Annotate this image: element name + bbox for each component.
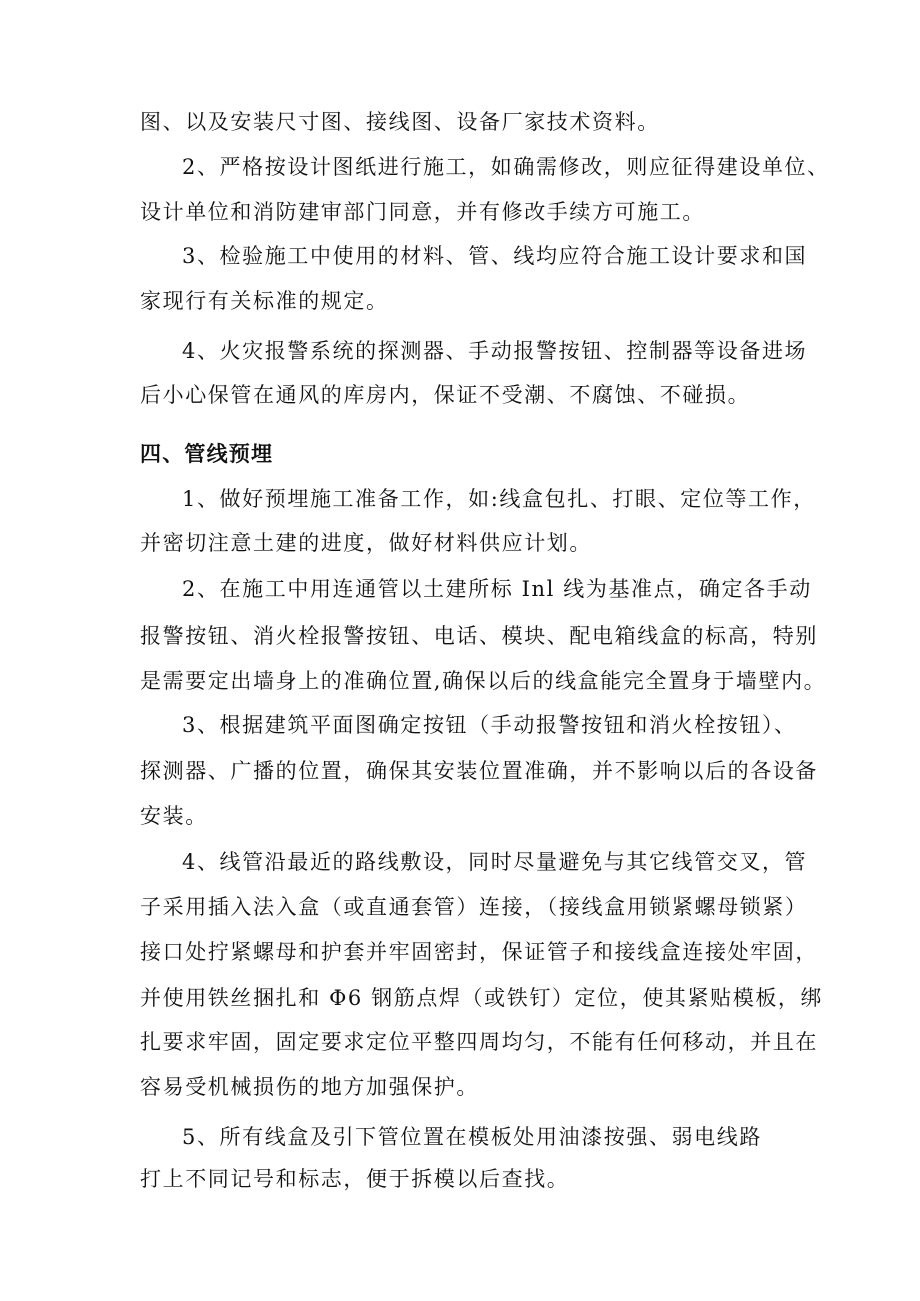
text-line: 家现行有关标准的规定。 [140, 289, 389, 313]
text-line: 5、所有线盒及引下管位置在模板处用油漆按强、弱电线路 [182, 1125, 762, 1149]
text-line: 扎要求牢固，固定要求定位平整四周均匀，不能有任何移动，并且在 [140, 1030, 818, 1054]
section-heading: 四、管线预埋 [140, 442, 274, 466]
text-line: 安装。 [140, 804, 208, 828]
text-line: 报警按钮、消火栓报警按钮、电话、模块、配电箱线盒的标高，特别 [140, 624, 818, 648]
text-line: 并密切注意土建的进度，做好材料供应计划。 [140, 531, 592, 555]
text-line: 2、在施工中用连通管以土建所标 Inl 线为基准点，确定各手动 [182, 577, 812, 601]
text-line: 3、根据建筑平面图确定按钮（手动报警按钮和消火栓按钮）、 [182, 713, 797, 737]
text-line: 4、线管沿最近的路线敷设，同时尽量避免与其它线管交叉，管 [182, 850, 808, 874]
text-line: 4、火灾报警系统的探测器、手动报警按钮、控制器等设备进场 [182, 339, 808, 363]
text-line: 后小心保管在通风的库房内，保证不受潮、不腐蚀、不碰损。 [140, 383, 751, 407]
text-line: 是需要定出墙身上的准确位置,确保以后的线盒能完全置身于墙壁内。 [140, 669, 827, 693]
text-line: 2、严格按设计图纸进行施工，如确需修改，则应征得建设单位、 [182, 155, 830, 179]
text-line: 1、做好预埋施工准备工作，如:线盒包扎、打眼、定位等工作， [182, 487, 816, 511]
text-line: 探测器、广播的位置，确保其安装位置准确，并不影响以后的各设备 [140, 759, 818, 783]
text-line: 图、以及安装尺寸图、接线图、设备厂家技术资料。 [140, 110, 660, 134]
text-line: 容易受机械损伤的地方加强保护。 [140, 1075, 479, 1099]
text-line: 并使用铁丝捆扎和 Φ6 钢筋点焊（或铁钉）定位，使其紧贴模板，绑 [140, 986, 824, 1010]
text-line: 子采用插入法入盒（或直通套管）连接，（接线盒用锁紧螺母锁紧） [140, 895, 808, 919]
text-line: 打上不同记号和标志，便于拆模以后查找。 [140, 1167, 570, 1191]
text-line: 3、检验施工中使用的材料、管、线均应符合施工设计要求和国 [182, 244, 808, 268]
text-line: 接口处拧紧螺母和护套并牢固密封，保证管子和接线盒连接处牢固， [140, 940, 818, 964]
text-line: 设计单位和消防建审部门同意，并有修改手续方可施工。 [140, 200, 705, 224]
